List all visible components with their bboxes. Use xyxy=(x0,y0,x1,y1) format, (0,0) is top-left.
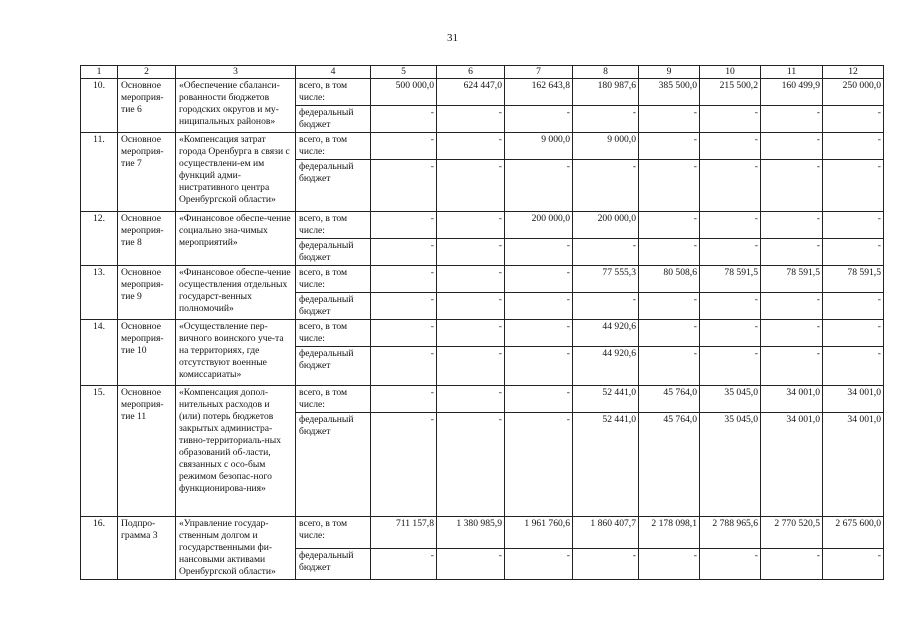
column-header: 2 xyxy=(118,66,176,79)
value-cell: 500 000,0 xyxy=(371,79,437,106)
value-cell: - xyxy=(639,320,700,347)
value-cell: 80 508,6 xyxy=(639,266,700,293)
value-cell: - xyxy=(371,320,437,347)
funding-source-label: федеральный бюджет xyxy=(296,347,371,386)
funding-source-label: всего, в том числе: xyxy=(296,320,371,347)
value-cell: - xyxy=(700,347,761,386)
value-cell: - xyxy=(371,386,437,413)
value-cell: - xyxy=(437,212,505,239)
value-cell: 78 591,5 xyxy=(761,266,823,293)
row-kind: Основное мероприя-тие 8 xyxy=(118,212,176,266)
funding-source-label: федеральный бюджет xyxy=(296,160,371,212)
value-cell: 624 447,0 xyxy=(437,79,505,106)
table-row xyxy=(81,517,884,549)
value-cell: - xyxy=(761,212,823,239)
value-cell: - xyxy=(371,106,437,133)
value-cell: 9 000,0 xyxy=(505,133,573,160)
value-cell: 35 045,0 xyxy=(700,413,761,517)
value-cell: 2 770 520,5 xyxy=(761,517,823,549)
value-cell: - xyxy=(823,548,884,580)
value-cell: - xyxy=(505,320,573,347)
value-cell: - xyxy=(639,133,700,160)
funding-source-label: всего, в том числе: xyxy=(296,212,371,239)
row-kind: Основное мероприя-тие 6 xyxy=(118,79,176,133)
value-cell: - xyxy=(761,239,823,266)
value-cell: 2 675 600,0 xyxy=(823,517,884,549)
row-kind: Основное мероприя-тие 9 xyxy=(118,266,176,320)
value-cell: - xyxy=(371,413,437,517)
value-cell: 78 591,5 xyxy=(700,266,761,293)
value-cell: 200 000,0 xyxy=(573,212,639,239)
value-cell: - xyxy=(823,106,884,133)
column-header: 11 xyxy=(761,66,823,79)
value-cell: - xyxy=(371,548,437,580)
column-header: 6 xyxy=(437,66,505,79)
value-cell: - xyxy=(437,133,505,160)
row-title: «Управление государ-ственным долгом и государственными фи-нансовыми активами Оренбургской области» xyxy=(176,517,296,580)
value-cell: - xyxy=(639,212,700,239)
value-cell: - xyxy=(505,548,573,580)
value-cell: - xyxy=(371,133,437,160)
value-cell: - xyxy=(505,413,573,517)
row-number: 12. xyxy=(81,212,118,266)
value-cell: 2 788 965,6 xyxy=(700,517,761,549)
funding-source-label: федеральный бюджет xyxy=(296,293,371,320)
value-cell: - xyxy=(700,160,761,212)
table-row xyxy=(81,386,884,413)
value-cell: - xyxy=(437,160,505,212)
row-kind: Основное мероприя-тие 11 xyxy=(118,386,176,517)
value-cell: - xyxy=(505,386,573,413)
value-cell: - xyxy=(371,160,437,212)
column-header: 8 xyxy=(573,66,639,79)
table-row xyxy=(81,212,884,239)
value-cell: - xyxy=(437,548,505,580)
value-cell: 9 000,0 xyxy=(573,133,639,160)
value-cell: - xyxy=(639,293,700,320)
row-number: 10. xyxy=(81,79,118,133)
value-cell: - xyxy=(505,293,573,320)
value-cell: - xyxy=(437,266,505,293)
value-cell: - xyxy=(505,347,573,386)
value-cell: - xyxy=(761,548,823,580)
value-cell: - xyxy=(639,160,700,212)
value-cell: - xyxy=(700,239,761,266)
value-cell: - xyxy=(371,347,437,386)
funding-source-label: всего, в том числе: xyxy=(296,266,371,293)
value-cell: - xyxy=(437,320,505,347)
value-cell: - xyxy=(371,212,437,239)
value-cell: - xyxy=(437,293,505,320)
value-cell: - xyxy=(823,320,884,347)
value-cell: 52 441,0 xyxy=(573,386,639,413)
row-kind: Основное мероприя-тие 10 xyxy=(118,320,176,386)
column-header: 9 xyxy=(639,66,700,79)
column-header: 12 xyxy=(823,66,884,79)
table-row xyxy=(81,320,884,347)
row-number: 16. xyxy=(81,517,118,580)
value-cell: 215 500,2 xyxy=(700,79,761,106)
value-cell: - xyxy=(371,239,437,266)
value-cell: 52 441,0 xyxy=(573,413,639,517)
value-cell: - xyxy=(639,106,700,133)
value-cell: - xyxy=(573,293,639,320)
table-row xyxy=(81,266,884,293)
value-cell: - xyxy=(700,106,761,133)
row-title: «Компенсация допол-нительных расходов и (или) потерь бюджетов закрытых администра-тивно-территориаль-ных образований об-ласти, связанных с осо-бым режимом безопас-ного функционирова-ния» xyxy=(176,386,296,517)
value-cell: - xyxy=(437,347,505,386)
value-cell: - xyxy=(761,133,823,160)
funding-source-label: федеральный бюджет xyxy=(296,548,371,580)
row-title: «Финансовое обеспе-чение осуществления отдельных государст-венных полномочий» xyxy=(176,266,296,320)
value-cell: - xyxy=(761,106,823,133)
funding-source-label: федеральный бюджет xyxy=(296,106,371,133)
value-cell: - xyxy=(505,160,573,212)
value-cell: - xyxy=(761,320,823,347)
value-cell: - xyxy=(761,347,823,386)
value-cell: - xyxy=(437,386,505,413)
page-number: 31 xyxy=(447,32,458,44)
row-number: 14. xyxy=(81,320,118,386)
value-cell: - xyxy=(573,106,639,133)
funding-source-label: всего, в том числе: xyxy=(296,386,371,413)
value-cell: 162 643,8 xyxy=(505,79,573,106)
row-title: «Компенсация затрат города Оренбурга в связи с осуществлени-ем им функций адми-нистративного центра Оренбургской области» xyxy=(176,133,296,212)
value-cell: - xyxy=(371,293,437,320)
budget-table xyxy=(80,65,884,580)
funding-source-label: федеральный бюджет xyxy=(296,413,371,517)
funding-source-label: всего, в том числе: xyxy=(296,517,371,549)
row-kind: Основное мероприя-тие 7 xyxy=(118,133,176,212)
value-cell: - xyxy=(823,212,884,239)
value-cell: - xyxy=(823,347,884,386)
value-cell: 44 920,6 xyxy=(573,347,639,386)
value-cell: - xyxy=(371,266,437,293)
column-header: 4 xyxy=(296,66,371,79)
column-header: 7 xyxy=(505,66,573,79)
table-row xyxy=(81,79,884,106)
value-cell: 160 499,9 xyxy=(761,79,823,106)
value-cell: - xyxy=(573,239,639,266)
value-cell: 34 001,0 xyxy=(761,413,823,517)
value-cell: 1 961 760,6 xyxy=(505,517,573,549)
header-row xyxy=(81,66,884,79)
funding-source-label: федеральный бюджет xyxy=(296,239,371,266)
value-cell: - xyxy=(823,160,884,212)
value-cell: - xyxy=(505,266,573,293)
value-cell: - xyxy=(437,106,505,133)
value-cell: 44 920,6 xyxy=(573,320,639,347)
table-row xyxy=(81,133,884,160)
value-cell: 35 045,0 xyxy=(700,386,761,413)
value-cell: 711 157,8 xyxy=(371,517,437,549)
value-cell: 200 000,0 xyxy=(505,212,573,239)
funding-source-label: всего, в том числе: xyxy=(296,133,371,160)
value-cell: - xyxy=(700,293,761,320)
value-cell: 250 000,0 xyxy=(823,79,884,106)
value-cell: - xyxy=(700,548,761,580)
value-cell: - xyxy=(700,212,761,239)
value-cell: - xyxy=(505,106,573,133)
value-cell: - xyxy=(639,548,700,580)
column-header: 5 xyxy=(371,66,437,79)
row-title: «Осуществление пер-вичного воинского уче-та на территориях, где отсутствуют военные комиссариаты» xyxy=(176,320,296,386)
value-cell: 34 001,0 xyxy=(761,386,823,413)
value-cell: 77 555,3 xyxy=(573,266,639,293)
value-cell: - xyxy=(700,320,761,347)
row-title: «Финансовое обеспе-чение социально зна-чимых мероприятий» xyxy=(176,212,296,266)
value-cell: 78 591,5 xyxy=(823,266,884,293)
value-cell: - xyxy=(437,413,505,517)
row-title: «Обеспечение сбаланси-рованности бюджетов городских округов и му-ниципальных районов» xyxy=(176,79,296,133)
row-kind: Подпро-грамма 3 xyxy=(118,517,176,580)
funding-source-label: всего, в том числе: xyxy=(296,79,371,106)
value-cell: - xyxy=(700,133,761,160)
value-cell: - xyxy=(761,293,823,320)
column-header: 1 xyxy=(81,66,118,79)
value-cell: 45 764,0 xyxy=(639,386,700,413)
value-cell: 1 380 985,9 xyxy=(437,517,505,549)
value-cell: - xyxy=(823,133,884,160)
row-number: 11. xyxy=(81,133,118,212)
value-cell: - xyxy=(573,160,639,212)
value-cell: 45 764,0 xyxy=(639,413,700,517)
value-cell: - xyxy=(823,239,884,266)
column-header: 3 xyxy=(176,66,296,79)
value-cell: 2 178 098,1 xyxy=(639,517,700,549)
value-cell: - xyxy=(761,160,823,212)
value-cell: 385 500,0 xyxy=(639,79,700,106)
value-cell: 180 987,6 xyxy=(573,79,639,106)
value-cell: - xyxy=(639,347,700,386)
value-cell: - xyxy=(505,239,573,266)
value-cell: - xyxy=(573,548,639,580)
row-number: 15. xyxy=(81,386,118,517)
row-number: 13. xyxy=(81,266,118,320)
value-cell: - xyxy=(639,239,700,266)
column-header: 10 xyxy=(700,66,761,79)
value-cell: 34 001,0 xyxy=(823,386,884,413)
value-cell: - xyxy=(823,293,884,320)
value-cell: 1 860 407,7 xyxy=(573,517,639,549)
value-cell: - xyxy=(437,239,505,266)
value-cell: 34 001,0 xyxy=(823,413,884,517)
